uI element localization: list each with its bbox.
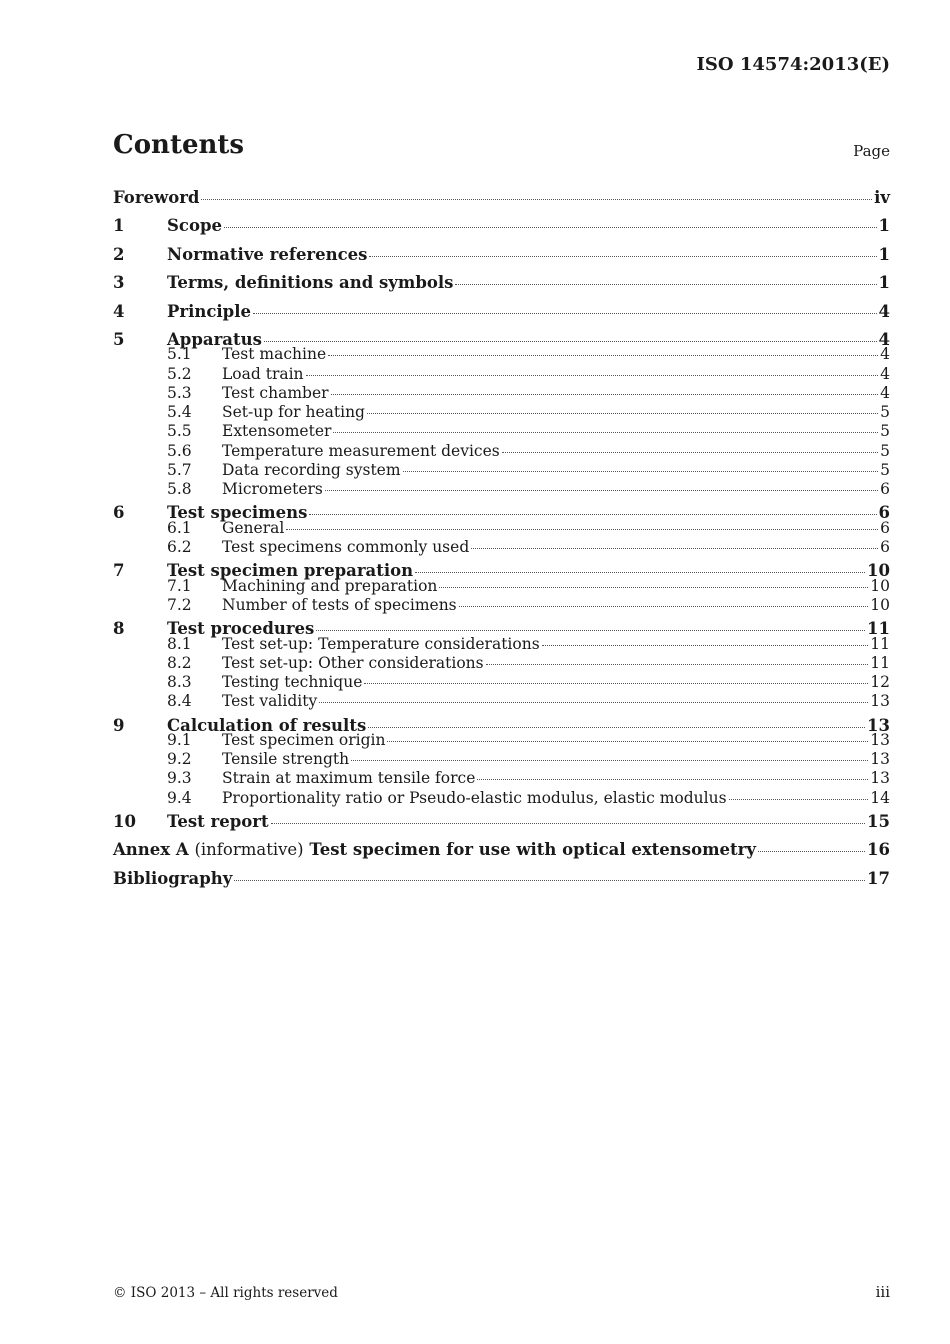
toc-entry-number: 5.8 (167, 480, 192, 499)
toc-page-number: 1 (878, 273, 890, 293)
toc-entry-title: Tensile strength (222, 750, 350, 769)
dot-leader (325, 490, 878, 491)
dot-leader (403, 471, 879, 472)
toc-entry-title: Temperature measurement devices (222, 441, 500, 460)
toc-entry-title (113, 836, 756, 864)
toc-page-number: 5 (880, 460, 890, 479)
toc-page-number: 11 (870, 653, 890, 672)
toc-entry-number: 2 (113, 244, 125, 264)
toc-page-number: 10 (870, 576, 890, 595)
toc-page-number: 4 (880, 383, 890, 402)
toc-entry-title: Machining and preparation (222, 576, 438, 595)
toc-entry-title: Number of tests of specimens (222, 595, 457, 614)
toc-entry-number: 8.3 (167, 673, 192, 692)
dot-leader (328, 355, 878, 356)
toc-entry-number: 5.4 (167, 403, 192, 422)
toc-entry-title: Bibliography (113, 868, 233, 888)
toc-entry-number: 3 (113, 273, 125, 293)
toc-entry-number: 5.3 (167, 383, 192, 402)
annex-type: (informative) (194, 840, 304, 860)
toc-page-number: iv (874, 188, 890, 207)
toc-entry-number: 9.2 (167, 750, 192, 769)
toc-entry-number: 9 (113, 715, 125, 735)
toc-entry-number: 7.2 (167, 595, 192, 614)
toc-subentry[interactable] (113, 577, 890, 596)
toc-entry-number: 6.2 (167, 537, 192, 556)
dot-leader (477, 779, 868, 780)
toc-entry-title: Micrometers (222, 480, 323, 499)
toc-subentry[interactable] (113, 461, 890, 480)
toc-subentry[interactable] (113, 596, 890, 615)
toc-subentry[interactable] (113, 403, 890, 422)
toc-page-number: 17 (867, 868, 890, 888)
toc-entry-title: Extensometer (222, 422, 332, 441)
toc-entry-number: 8.4 (167, 692, 192, 711)
toc-page-number: 6 (878, 503, 890, 523)
toc-entry-title: Principle (167, 301, 251, 321)
toc-subentry[interactable] (113, 365, 890, 384)
toc-entry-number: 9.1 (167, 730, 192, 749)
toc-entry-title: Foreword (113, 188, 200, 207)
toc-subentry[interactable] (113, 654, 890, 673)
toc-page-number: 5 (880, 422, 890, 441)
toc-page-number: 11 (870, 634, 890, 653)
dot-leader (224, 227, 877, 228)
toc-page-number: 4 (878, 301, 890, 321)
toc-subentry[interactable] (113, 769, 890, 788)
dot-leader (502, 452, 878, 453)
toc-page-number: 10 (870, 595, 890, 614)
toc-entry-title: Test set-up: Other considerations (222, 653, 484, 672)
dot-leader (439, 587, 868, 588)
toc-entry-number: 4 (113, 301, 125, 321)
toc-entry-number: 9.4 (167, 788, 192, 807)
dot-leader (368, 727, 865, 728)
toc-subentry[interactable] (113, 635, 890, 654)
toc-page-number: 13 (870, 692, 890, 711)
dot-leader (455, 284, 876, 285)
toc-entry-title: Proportionality ratio or Pseudo-elastic modulus, elastic modulus (222, 788, 727, 807)
toc-entry-title: Testing technique (222, 673, 363, 692)
dot-leader (234, 880, 865, 881)
toc-page-number: 12 (870, 673, 890, 692)
toc-subentry[interactable] (113, 422, 890, 441)
toc-entry-number: 10 (113, 811, 136, 831)
toc-page-number: 5 (880, 403, 890, 422)
toc-subentry[interactable] (113, 731, 890, 750)
dot-leader (201, 199, 872, 200)
toc-entry-number: 6.1 (167, 518, 192, 537)
toc-entry-number: 6 (113, 503, 125, 523)
dot-leader (333, 432, 878, 433)
toc-entry-title: General (222, 518, 285, 537)
toc-entry-title: Test specimen origin (222, 730, 386, 749)
toc-subentry[interactable] (113, 384, 890, 403)
toc-entry-number: 5.2 (167, 364, 192, 383)
toc-page-number: 15 (867, 811, 890, 831)
dot-leader (486, 664, 869, 665)
toc-page-number: 4 (880, 364, 890, 383)
toc-entry-title: Data recording system (222, 460, 401, 479)
toc-entry-number: 9.3 (167, 769, 192, 788)
toc-entry-number: 7 (113, 561, 125, 581)
dot-leader (367, 413, 878, 414)
dot-leader (306, 375, 879, 376)
toc-page-number: 4 (878, 329, 890, 349)
toc-subentry[interactable] (113, 480, 890, 499)
toc-page-number: 16 (867, 840, 890, 860)
toc-entry-number: 5.6 (167, 441, 192, 460)
toc-page-number: 6 (880, 518, 890, 537)
page-column-label: Page (853, 142, 890, 160)
toc-entry[interactable] (113, 241, 890, 269)
dot-leader (364, 683, 868, 684)
dot-leader (459, 606, 869, 607)
toc-entry[interactable] (113, 298, 890, 326)
dot-leader (758, 851, 865, 852)
dot-leader (331, 394, 879, 395)
toc-entry-number: 8 (113, 619, 125, 639)
toc-subentry[interactable] (113, 519, 890, 538)
toc-subentry[interactable] (113, 345, 890, 364)
toc-entry-title: Test procedures (167, 619, 315, 639)
dot-leader (319, 702, 868, 703)
dot-leader (387, 741, 868, 742)
toc-entry-title: Test set-up: Temperature considerations (222, 634, 540, 653)
toc-page-number: 13 (870, 750, 890, 769)
toc-entry-title: Test report (167, 811, 269, 831)
toc-page-number: 13 (867, 715, 890, 735)
toc-entry-title: Test machine (222, 345, 327, 364)
dot-leader (729, 799, 869, 800)
document-id: ISO 14574:2013(E) (696, 54, 890, 75)
toc-page-number: 6 (880, 537, 890, 556)
toc-page-number: 4 (880, 345, 890, 364)
dot-leader (351, 760, 868, 761)
dot-leader (316, 630, 865, 631)
toc-entry-number: 5.5 (167, 422, 192, 441)
toc-subentry[interactable] (113, 673, 890, 692)
toc-entry-title: Set-up for heating (222, 403, 365, 422)
toc-entry[interactable] (113, 184, 890, 212)
copyright-footer: © ISO 2013 – All rights reserved (113, 1285, 338, 1301)
toc-subentry[interactable] (113, 789, 890, 808)
dot-leader (264, 341, 877, 342)
toc-entry-title: Normative references (167, 244, 368, 264)
toc-entry-title: Apparatus (167, 329, 262, 349)
toc-entry-title: Load train (222, 364, 304, 383)
page-number: iii (875, 1283, 890, 1301)
toc-page-number: 1 (878, 244, 890, 264)
toc-entry-title: Terms, definitions and symbols (167, 273, 454, 293)
toc-subentry[interactable] (113, 442, 890, 461)
toc-entry-number: 1 (113, 216, 125, 236)
toc-page-number: 14 (870, 788, 890, 807)
toc-page-number: 6 (880, 480, 890, 499)
toc-subentry[interactable] (113, 750, 890, 769)
toc-entry-number: 8.1 (167, 634, 192, 653)
toc-page-number: 10 (867, 561, 890, 581)
annex-label: Annex A (113, 840, 189, 860)
annex-title: Test specimen for use with optical extensometry (309, 840, 756, 860)
dot-leader (415, 572, 865, 573)
toc-entry[interactable] (113, 269, 890, 297)
toc-page-number: 11 (867, 619, 890, 639)
toc-entry-title: Strain at maximum tensile force (222, 769, 476, 788)
toc-entry[interactable] (113, 808, 890, 836)
dot-leader (253, 313, 877, 314)
toc-entry-title: Test specimens commonly used (222, 537, 470, 556)
toc-entry-number: 5.1 (167, 345, 192, 364)
toc-page-number: 13 (870, 769, 890, 788)
toc-entry-number: 5 (113, 329, 125, 349)
toc-entry-title: Calculation of results (167, 715, 367, 735)
dot-leader (309, 514, 876, 515)
toc-entry-number: 8.2 (167, 653, 192, 672)
toc-entry[interactable] (113, 836, 890, 864)
dot-leader (471, 548, 878, 549)
dot-leader (542, 645, 869, 646)
toc-page-number: 13 (870, 730, 890, 749)
toc-entry-number: 7.1 (167, 576, 192, 595)
contents-title: Contents (113, 130, 245, 160)
toc-page-number: 1 (878, 216, 890, 236)
toc-entry-title: Test specimens (167, 503, 308, 523)
toc-page-number: 5 (880, 441, 890, 460)
dot-leader (286, 529, 878, 530)
toc-entry[interactable] (113, 865, 890, 893)
toc-entry-title: Test chamber (222, 383, 329, 402)
toc-entry-number: 5.7 (167, 460, 192, 479)
toc-entry-title: Test validity (222, 692, 318, 711)
toc-subentry[interactable] (113, 692, 890, 711)
table-of-contents (113, 184, 890, 893)
toc-entry-title: Test specimen preparation (167, 561, 414, 581)
toc-entry-title: Scope (167, 216, 223, 236)
dot-leader (271, 823, 865, 824)
toc-entry[interactable] (113, 212, 890, 240)
toc-subentry[interactable] (113, 538, 890, 557)
dot-leader (369, 256, 876, 257)
